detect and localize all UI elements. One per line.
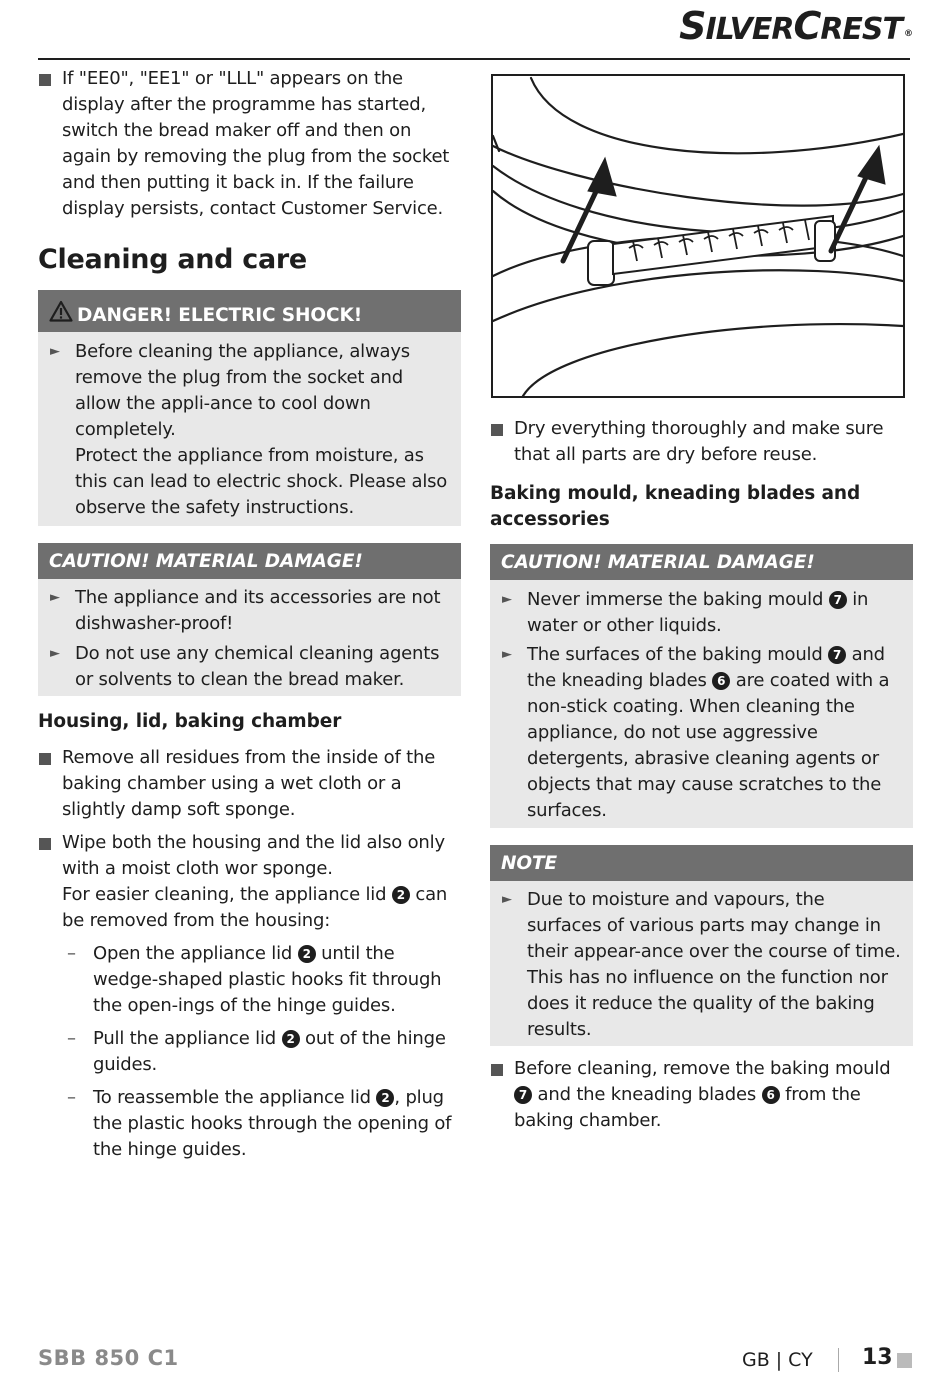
before-cleaning-item: Before cleaning, remove the baking mould 7 and the kneading blades 6 from the baking chamber.	[490, 1056, 913, 1134]
part-number-badge: 7	[829, 591, 847, 609]
danger-header	[38, 290, 461, 332]
arrow-bullet-icon: ►	[502, 647, 512, 662]
header-rule	[38, 58, 910, 60]
note-item: ► Due to moisture and vapours, the surfaces of various parts may change in their appear-ance over the course of time. This has no influence on the function nor does it reduce the quality of the baking results.	[502, 889, 901, 1040]
arrow-bullet-icon: ►	[50, 590, 60, 605]
dash-item: – Open the appliance lid 2 until the wedge-shaped plastic hooks fit through the open-ings of the hinge guides.	[67, 943, 442, 1016]
caution-item: ► Never immerse the baking mould 7 in water or other liquids.	[502, 589, 869, 636]
note-header: NOTE	[490, 845, 913, 881]
lid-hinge-drawing	[493, 76, 903, 396]
caution-box-right	[490, 544, 913, 828]
footer-square	[897, 1353, 912, 1368]
dash-item: – To reassemble the appliance lid 2 , plug the plastic hooks through the opening of the hinge guides.	[67, 1087, 452, 1160]
footer-languages: GB | CY	[742, 1349, 813, 1371]
dry-item: Dry everything thoroughly and make sure that all parts are dry before reuse.	[490, 416, 913, 468]
caution-item: ► The surfaces of the baking mould 7 and the kneading blades 6 are coated with a non-stick coating. When cleaning the appliance, do not use aggressive detergents, abrasive cleaning agents or objects that may cause scratches to the surfaces.	[502, 644, 890, 821]
left-column	[38, 66, 461, 1163]
part-number-badge: 2	[392, 886, 410, 904]
danger-title: DANGER! ELECTRIC SHOCK!	[77, 305, 363, 326]
hinge-illustration	[491, 74, 905, 398]
danger-item: ► Before cleaning the appliance, always remove the plug from the socket and allow the appli-ance to cool down completely. Protect the appliance from moisture, as this can lead to electric shock. Please also observe the safety instructions.	[50, 341, 448, 518]
error-display-item: If "EE0", "EE1" or "LLL" appears on the display after the programme has started, switch the bread maker off and then on again by removing the plug from the socket and then putting it back in. If the failure display persists, contact Customer Service.	[38, 66, 461, 222]
mould-heading: Baking mould, kneading blades and accessories	[490, 483, 861, 530]
caution-item: ► The appliance and its accessories are not dishwasher-proof!	[50, 587, 441, 634]
caution-header: CAUTION! MATERIAL DAMAGE!	[38, 543, 461, 579]
footer-model: SBB 850 C1	[38, 1346, 179, 1370]
arrow-bullet-icon: ►	[502, 892, 512, 907]
section-title: Cleaning and care	[38, 244, 307, 275]
danger-box	[38, 290, 461, 526]
caution-header: CAUTION! MATERIAL DAMAGE!	[490, 544, 913, 580]
arrow-bullet-icon: ►	[502, 592, 512, 607]
part-number-badge: 2	[282, 1030, 300, 1048]
warning-triangle-icon	[49, 300, 73, 322]
caution-item: ► Do not use any chemical cleaning agents or solvents to clean the bread maker.	[50, 643, 440, 690]
page-number: 13	[862, 1345, 893, 1370]
part-number-badge: 2	[376, 1089, 394, 1107]
housing-item: Wipe both the housing and the lid also only with a moist cloth wor sponge. For easier cleaning, the appliance lid 2 can be removed from the housing:	[38, 830, 461, 934]
part-number-badge: 2	[298, 945, 316, 963]
part-number-badge: 7	[514, 1086, 532, 1104]
housing-item: Remove all residues from the inside of the baking chamber using a wet cloth or a slightly damp soft sponge.	[38, 745, 461, 823]
dash-item: – Pull the appliance lid 2 out of the hinge guides.	[67, 1028, 446, 1075]
part-number-badge: 6	[712, 672, 730, 690]
brand-logo: SILVERCREST ®	[679, 4, 912, 48]
part-number-badge: 6	[762, 1086, 780, 1104]
part-number-badge: 7	[828, 646, 846, 664]
caution-box-left	[38, 543, 461, 696]
arrow-bullet-icon: ►	[50, 646, 60, 661]
footer-divider	[838, 1348, 839, 1372]
note-box	[490, 845, 913, 1046]
right-column	[490, 66, 913, 1134]
arrow-bullet-icon: ►	[50, 344, 60, 359]
housing-heading: Housing, lid, baking chamber	[38, 711, 342, 732]
